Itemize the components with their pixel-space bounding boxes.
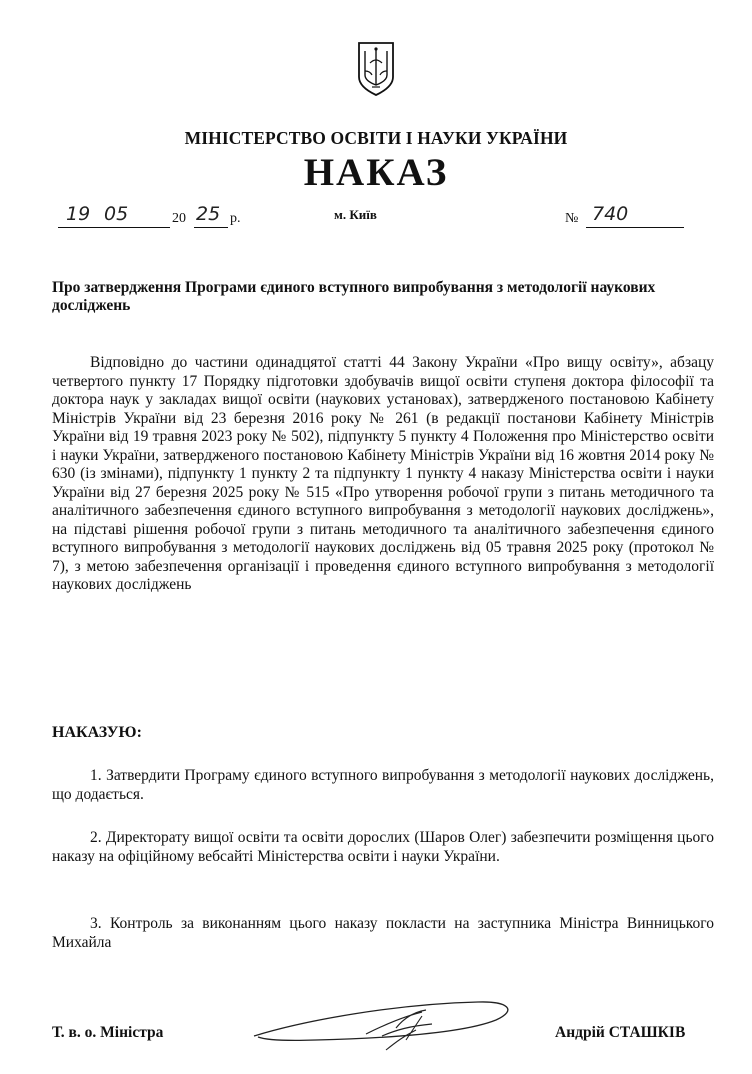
ministry-title: МІНІСТЕРСТВО ОСВІТИ І НАУКИ УКРАЇНИ [184, 128, 568, 148]
coat-of-arms-icon [356, 41, 396, 97]
document-type-title: НАКАЗ [303, 151, 449, 194]
date-month: 05 [104, 203, 129, 225]
order-item-1: 1. Затвердити Програму єдиного вступного випробування з методології наукових досліджень, що додається. [52, 767, 714, 803]
dateline [0, 203, 752, 233]
year-underline [194, 227, 228, 228]
number-underline [586, 227, 684, 228]
date-underline [58, 227, 170, 228]
preamble-paragraph: Відповідно до частини одинадцятої статті 44 Закону України «Про вищу освіту», абзацу четвертого пункту 17 Порядку підготовки здобувачів вищої освіти ступеня доктора філософії та доктора наук у закладах вищої освіти (наукових установах), затвердженого постановою Кабінету Міністрів України від 23 березня 2016 року № 261 (в редакції постанови Кабінету Міністрів України від 19 травня 2023 року № 502), підпункту 5 пункту 4 Положення про Міністерство освіти і науки України, затвердженого постановою Кабінету Міністрів України від 16 жовтня 2014 року № 630 (із змінами), підпункту 1 пункту 2 та підпункту 1 пункту 4 наказу Міністерства освіти і науки України від 27 березня 2025 року № 515 «Про утворення робочої групи з питань методичного та аналітичного забезпечення єдиного вступного випробування з методології наукових досліджень», на підставі рішення робочої групи з питань методичного та аналітичного забезпечення єдиного вступного випробування з методології наукових досліджень від 05 травня 2025 року (протокол № 7), з метою забезпечення організації і проведення єдиного вступного випробування з методології наукових досліджень [52, 354, 714, 593]
signatory-name: Андрій СТАШКІВ [555, 1024, 686, 1041]
signatory-role: Т. в. о. Міністра [52, 1024, 164, 1041]
order-number: 740 [592, 203, 629, 225]
date-day: 19 [66, 203, 91, 225]
date-year-prefix: 20 [172, 211, 186, 226]
handwritten-signature [246, 990, 526, 1060]
city-label: м. Київ [334, 207, 377, 222]
order-subject: Про затвердження Програми єдиного вступного випробування з методології наукових досліджень [52, 279, 656, 314]
date-year-suffix: 25 [196, 203, 221, 225]
order-word: НАКАЗУЮ: [52, 724, 142, 741]
order-item-3: 3. Контроль за виконанням цього наказу покласти на заступника Міністра Винницького Михайла [52, 915, 714, 951]
order-item-2: 2. Директорату вищої освіти та освіти дорослих (Шаров Олег) забезпечити розміщення цього наказу на офіційному вебсайті Міністерства освіти і науки України. [52, 829, 714, 865]
number-label: № [565, 211, 579, 226]
date-year-end: р. [230, 211, 241, 226]
